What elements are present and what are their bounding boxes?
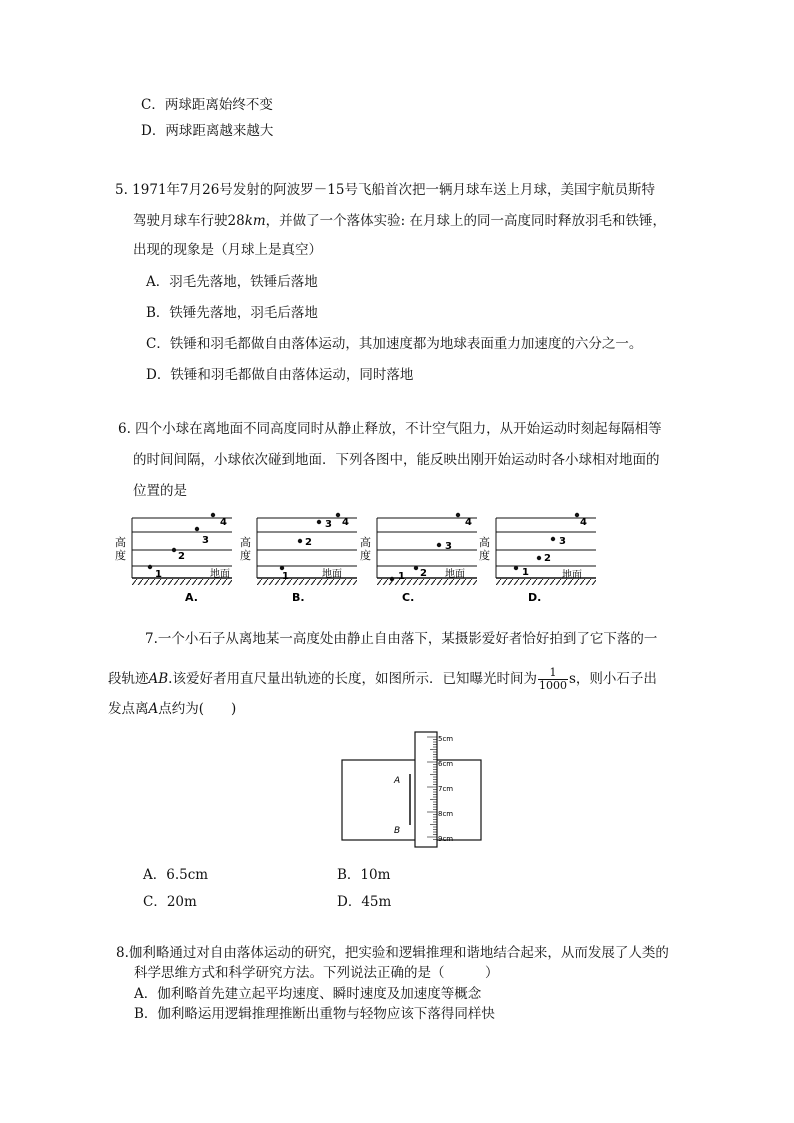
axis-label-char: 度 <box>479 549 490 562</box>
ball-2 <box>172 548 176 552</box>
ball-label: 1 <box>522 567 529 578</box>
q5-option-c: C．铁锤和羽毛都做自由落体运动，其加速度都为地球表面重力加速度的六分之一。 <box>146 336 643 352</box>
photo-frame <box>342 760 481 840</box>
ball-label: 2 <box>178 551 185 562</box>
axis-label-char: 高 <box>479 536 490 549</box>
q6-stem-line3: 位置的是 <box>133 483 187 499</box>
ball-label: 1 <box>155 569 162 580</box>
point-a-label: A <box>394 776 401 786</box>
q6-stem-line2: 的时间间隔，小球依次碰到地面．下列各图中，能反映出刚开始运动时各小球相对地面的 <box>133 452 660 468</box>
q8-stem-line2: 科学思维方式和科学研究方法。下列说法正确的是（ ） <box>134 965 499 981</box>
ball-1 <box>148 565 152 569</box>
ball-1 <box>390 577 394 581</box>
ball-3 <box>195 527 199 531</box>
ball-3 <box>317 520 321 524</box>
ball-1 <box>280 566 284 570</box>
q6-panel-d <box>479 513 596 604</box>
ground-label: 地面 <box>562 570 582 581</box>
ball-4 <box>336 513 340 517</box>
panel-label: D. <box>528 591 542 604</box>
q7-option-c: C．20m <box>143 894 197 910</box>
ball-label: 3 <box>445 541 452 552</box>
q5-option-b: B．铁锤先落地，羽毛后落地 <box>146 305 318 321</box>
ball-label: 4 <box>465 517 472 528</box>
ball-label: 2 <box>420 568 427 579</box>
ball-label: 3 <box>202 535 209 546</box>
ruler-tick-label: 7cm <box>438 785 454 793</box>
axis-label-char: 高 <box>360 536 371 549</box>
q7-stem-line3 <box>108 700 236 718</box>
axis-label-char: 度 <box>360 549 371 562</box>
ground-label: 地面 <box>445 569 465 580</box>
q7-stem-line1: 7.一个小石子从离地某一高度处由静止自由落下，某摄影爱好者恰好拍到了它下落的一 <box>145 631 658 647</box>
ball-label: 3 <box>559 536 566 547</box>
q5-stem-line1: 5. 1971年7月26号发射的阿波罗－15号飞船首次把一辆月球车送上月球，美国宇航员斯特 <box>115 182 655 198</box>
ball-1 <box>514 566 518 570</box>
q4-option-c: C．两球距离始终不变 <box>141 97 273 113</box>
q5-unit-km: km <box>244 213 266 229</box>
ground-label: 地面 <box>322 569 342 580</box>
ruler-tick-label: 6cm <box>438 760 454 768</box>
ball-label: 4 <box>342 517 349 528</box>
q6-stem-line1: 6. 四个小球在离地面不同高度同时从静止释放，不计空气阻力，从开始运动时刻起每隔相等 <box>118 421 662 437</box>
q7-text: s，则小石子出 <box>568 671 657 687</box>
q8-stem-line1: 8.伽利略通过对自由落体运动的研究，把实验和逻辑推理和谐地结合起来，从而发展了人类的 <box>116 945 669 961</box>
axis-label-char: 高 <box>240 536 251 549</box>
q7-label-ab: AB <box>148 671 169 687</box>
ball-4 <box>211 513 215 517</box>
ball-4 <box>575 513 579 517</box>
ball-4 <box>456 513 460 517</box>
q6-panel-c <box>360 513 477 604</box>
q7-option-b: B．10m <box>337 867 391 883</box>
ball-label: 1 <box>282 571 289 582</box>
ball-2 <box>537 556 541 560</box>
q6-panel-b <box>240 513 357 604</box>
q7-text: 点约为( ) <box>158 701 237 717</box>
fraction-numerator: 1 <box>538 667 568 680</box>
ball-label: 2 <box>544 553 551 564</box>
panel-label: B. <box>292 591 305 604</box>
q6-panel-a <box>115 513 232 604</box>
ruler-tick-label: 5cm <box>438 735 454 743</box>
q5-option-d: D．铁锤和羽毛都做自由落体运动，同时落地 <box>146 367 414 383</box>
axis-label-char: 度 <box>115 549 126 562</box>
q8-option-b: B．伽利略运用逻辑推理推断出重物与轻物应该下落得同样快 <box>134 1006 495 1022</box>
q6-figure <box>112 508 612 608</box>
axis-label-char: 高 <box>115 536 126 549</box>
q7-text: 段轨迹 <box>108 671 149 687</box>
ball-3 <box>437 543 441 547</box>
exposure-fraction <box>538 667 568 692</box>
ball-label: 2 <box>305 537 312 548</box>
point-b-label: B <box>394 826 401 836</box>
q5-text: 驾驶月球车行驶28 <box>133 213 245 229</box>
panel-label: A. <box>185 591 198 604</box>
ball-2 <box>298 539 302 543</box>
q5-option-a: A．羽毛先落地，铁锤后落地 <box>146 274 318 290</box>
q5-stem-line2 <box>133 212 666 230</box>
q7-label-a: A <box>148 701 159 717</box>
ball-label: 1 <box>398 571 405 582</box>
ball-label: 4 <box>220 517 227 528</box>
ruler-tick-label: 9cm <box>438 835 454 843</box>
ground-label: 地面 <box>210 569 230 580</box>
ball-label: 3 <box>325 519 332 530</box>
q7-option-d: D．45m <box>337 894 392 910</box>
ruler-tick-label: 8cm <box>438 810 454 818</box>
q7-ruler-figure <box>340 730 490 850</box>
q7-text: .该爱好者用直尺量出轨迹的长度，如图所示．已知曝光时间为 <box>168 671 537 687</box>
q7-stem-line2 <box>108 667 657 692</box>
q7-option-a: A．6.5cm <box>143 867 209 883</box>
q4-option-d: D．两球距离越来越大 <box>141 123 274 139</box>
axis-label-char: 度 <box>240 549 251 562</box>
q5-stem-line3: 出现的现象是（月球上是真空） <box>133 242 322 258</box>
q5-text: ，并做了一个落体实验: 在月球上的同一高度同时释放羽毛和铁锤， <box>265 213 667 229</box>
ball-2 <box>414 566 418 570</box>
ball-label: 4 <box>580 517 587 528</box>
ball-3 <box>551 537 555 541</box>
q8-option-a: A．伽利略首先建立起平均速度、瞬时速度及加速度等概念 <box>134 986 482 1002</box>
panel-label: C. <box>402 591 415 604</box>
q7-text: 发点离 <box>108 701 149 717</box>
fraction-denominator: 1000 <box>538 679 567 692</box>
